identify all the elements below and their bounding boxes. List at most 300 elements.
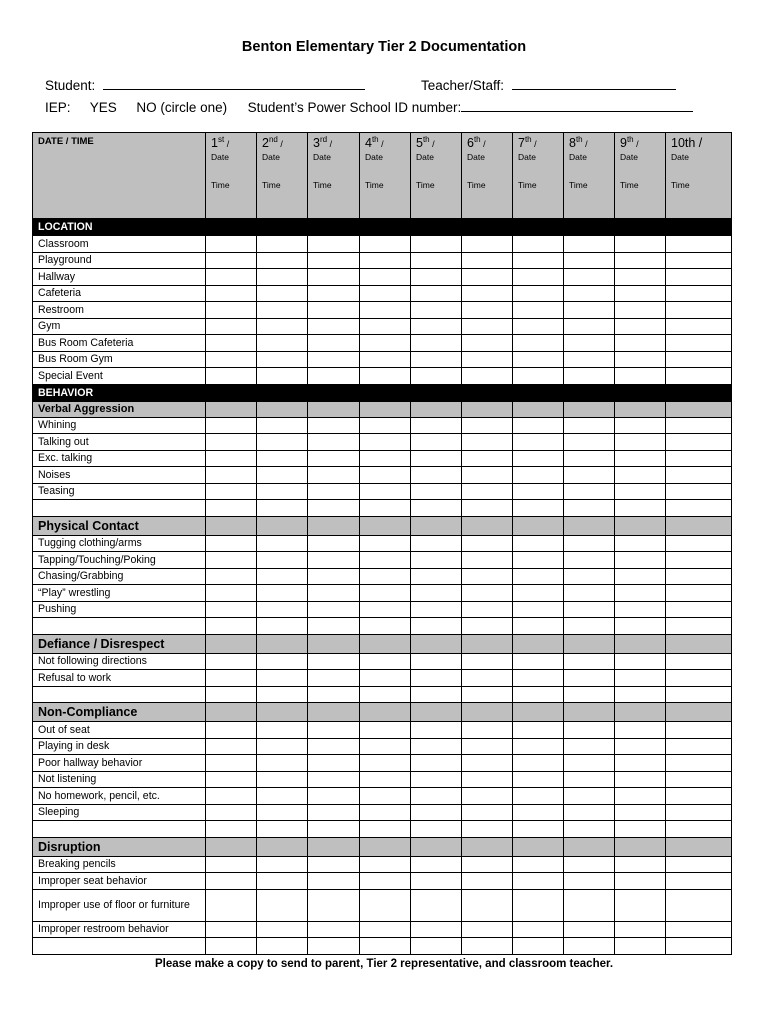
tally-cell[interactable]: [360, 722, 411, 739]
tally-cell[interactable]: [411, 269, 462, 286]
tally-cell[interactable]: [257, 771, 308, 788]
tally-cell[interactable]: [564, 585, 615, 602]
tally-cell[interactable]: [206, 585, 257, 602]
tally-cell[interactable]: [564, 821, 615, 838]
tally-cell[interactable]: [615, 552, 666, 569]
tally-cell[interactable]: [666, 755, 732, 772]
tally-cell[interactable]: [615, 368, 666, 385]
tally-cell[interactable]: [206, 318, 257, 335]
tally-cell[interactable]: [308, 738, 360, 755]
tally-cell[interactable]: [308, 938, 360, 955]
tally-cell[interactable]: [666, 722, 732, 739]
tally-cell[interactable]: [257, 302, 308, 319]
tally-cell[interactable]: [513, 285, 564, 302]
tally-cell[interactable]: [462, 889, 513, 921]
tally-cell[interactable]: [257, 634, 308, 653]
tally-cell[interactable]: [666, 703, 732, 722]
tally-cell[interactable]: [411, 351, 462, 368]
tally-cell[interactable]: [206, 552, 257, 569]
tally-cell[interactable]: [564, 318, 615, 335]
tally-cell[interactable]: [462, 856, 513, 873]
tally-cell[interactable]: [257, 285, 308, 302]
tally-cell[interactable]: [308, 335, 360, 352]
tally-cell[interactable]: [666, 516, 732, 535]
tally-cell[interactable]: [257, 269, 308, 286]
tally-cell[interactable]: [462, 634, 513, 653]
tally-cell[interactable]: [308, 771, 360, 788]
tally-cell[interactable]: [615, 568, 666, 585]
tally-cell[interactable]: [564, 670, 615, 687]
tally-cell[interactable]: [257, 417, 308, 434]
tally-cell[interactable]: [308, 516, 360, 535]
tally-cell[interactable]: [615, 653, 666, 670]
tally-cell[interactable]: [411, 236, 462, 253]
tally-cell[interactable]: [564, 500, 615, 517]
tally-cell[interactable]: [257, 236, 308, 253]
tally-cell[interactable]: [513, 653, 564, 670]
tally-cell[interactable]: [513, 585, 564, 602]
tally-cell[interactable]: [206, 516, 257, 535]
tally-cell[interactable]: [615, 771, 666, 788]
tally-cell[interactable]: [564, 686, 615, 703]
tally-cell[interactable]: [513, 236, 564, 253]
tally-cell[interactable]: [206, 535, 257, 552]
tally-cell[interactable]: [257, 552, 308, 569]
tally-cell[interactable]: [666, 552, 732, 569]
tally-cell[interactable]: [308, 703, 360, 722]
tally-cell[interactable]: [257, 500, 308, 517]
tally-cell[interactable]: [666, 417, 732, 434]
tally-cell[interactable]: [564, 703, 615, 722]
tally-cell[interactable]: [206, 368, 257, 385]
tally-cell[interactable]: [360, 335, 411, 352]
tally-cell[interactable]: [564, 738, 615, 755]
tally-cell[interactable]: [564, 269, 615, 286]
tally-cell[interactable]: [206, 938, 257, 955]
tally-cell[interactable]: [564, 921, 615, 938]
tally-cell[interactable]: [513, 318, 564, 335]
tally-cell[interactable]: [308, 535, 360, 552]
tally-cell[interactable]: [411, 368, 462, 385]
tally-cell[interactable]: [308, 821, 360, 838]
tally-cell[interactable]: [360, 873, 411, 890]
tally-cell[interactable]: [462, 483, 513, 500]
tally-cell[interactable]: [257, 722, 308, 739]
tally-cell[interactable]: [257, 703, 308, 722]
tally-cell[interactable]: [308, 368, 360, 385]
tally-cell[interactable]: [308, 351, 360, 368]
tally-cell[interactable]: [257, 837, 308, 856]
tally-cell[interactable]: [513, 368, 564, 385]
tally-cell[interactable]: [513, 670, 564, 687]
tally-cell[interactable]: [308, 921, 360, 938]
tally-cell[interactable]: [513, 873, 564, 890]
tally-cell[interactable]: [615, 821, 666, 838]
tally-cell[interactable]: [360, 535, 411, 552]
tally-cell[interactable]: [462, 318, 513, 335]
tally-cell[interactable]: [564, 634, 615, 653]
tally-cell[interactable]: [615, 585, 666, 602]
tally-cell[interactable]: [615, 285, 666, 302]
tally-cell[interactable]: [411, 634, 462, 653]
tally-cell[interactable]: [666, 856, 732, 873]
tally-cell[interactable]: [513, 516, 564, 535]
tally-cell[interactable]: [564, 467, 615, 484]
tally-cell[interactable]: [462, 821, 513, 838]
tally-cell[interactable]: [666, 500, 732, 517]
tally-cell[interactable]: [360, 483, 411, 500]
tally-cell[interactable]: [308, 856, 360, 873]
tally-cell[interactable]: [615, 722, 666, 739]
tally-cell[interactable]: [257, 686, 308, 703]
tally-cell[interactable]: [360, 417, 411, 434]
tally-cell[interactable]: [257, 318, 308, 335]
tally-cell[interactable]: [462, 500, 513, 517]
tally-cell[interactable]: [666, 837, 732, 856]
tally-cell[interactable]: [615, 837, 666, 856]
tally-cell[interactable]: [360, 755, 411, 772]
tally-cell[interactable]: [564, 552, 615, 569]
tally-cell[interactable]: [513, 686, 564, 703]
tally-cell[interactable]: [513, 450, 564, 467]
tally-cell[interactable]: [462, 703, 513, 722]
tally-cell[interactable]: [411, 535, 462, 552]
tally-cell[interactable]: [206, 921, 257, 938]
tally-cell[interactable]: [206, 670, 257, 687]
tally-cell[interactable]: [411, 738, 462, 755]
tally-cell[interactable]: [411, 686, 462, 703]
tally-cell[interactable]: [462, 938, 513, 955]
tally-cell[interactable]: [411, 873, 462, 890]
tally-cell[interactable]: [462, 236, 513, 253]
tally-cell[interactable]: [564, 535, 615, 552]
tally-cell[interactable]: [206, 755, 257, 772]
tally-cell[interactable]: [411, 568, 462, 585]
tally-cell[interactable]: [564, 368, 615, 385]
tally-cell[interactable]: [462, 535, 513, 552]
tally-cell[interactable]: [513, 921, 564, 938]
tally-cell[interactable]: [257, 450, 308, 467]
tally-cell[interactable]: [360, 788, 411, 805]
tally-cell[interactable]: [615, 804, 666, 821]
tally-cell[interactable]: [513, 535, 564, 552]
tally-cell[interactable]: [257, 368, 308, 385]
tally-cell[interactable]: [360, 516, 411, 535]
tally-cell[interactable]: [308, 601, 360, 618]
tally-cell[interactable]: [308, 722, 360, 739]
tally-cell[interactable]: [513, 938, 564, 955]
tally-cell[interactable]: [564, 483, 615, 500]
tally-cell[interactable]: [462, 269, 513, 286]
tally-cell[interactable]: [666, 788, 732, 805]
tally-cell[interactable]: [308, 653, 360, 670]
tally-cell[interactable]: [462, 686, 513, 703]
tally-cell[interactable]: [257, 938, 308, 955]
tally-cell[interactable]: [462, 618, 513, 635]
tally-cell[interactable]: [513, 351, 564, 368]
tally-cell[interactable]: [564, 618, 615, 635]
tally-cell[interactable]: [513, 722, 564, 739]
tally-cell[interactable]: [411, 856, 462, 873]
tally-cell[interactable]: [206, 634, 257, 653]
tally-cell[interactable]: [206, 653, 257, 670]
tally-cell[interactable]: [462, 670, 513, 687]
tally-cell[interactable]: [206, 837, 257, 856]
tally-cell[interactable]: [615, 856, 666, 873]
tally-cell[interactable]: [666, 236, 732, 253]
tally-cell[interactable]: [462, 837, 513, 856]
tally-cell[interactable]: [462, 302, 513, 319]
tally-cell[interactable]: [411, 837, 462, 856]
tally-cell[interactable]: [308, 483, 360, 500]
tally-cell[interactable]: [666, 568, 732, 585]
tally-cell[interactable]: [206, 856, 257, 873]
tally-cell[interactable]: [462, 351, 513, 368]
tally-cell[interactable]: [615, 318, 666, 335]
tally-cell[interactable]: [360, 318, 411, 335]
tally-cell[interactable]: [462, 601, 513, 618]
tally-cell[interactable]: [411, 335, 462, 352]
tally-cell[interactable]: [411, 703, 462, 722]
tally-cell[interactable]: [257, 618, 308, 635]
tally-cell[interactable]: [308, 467, 360, 484]
tally-cell[interactable]: [257, 921, 308, 938]
tally-cell[interactable]: [411, 483, 462, 500]
tally-cell[interactable]: [513, 335, 564, 352]
teacher-field[interactable]: [512, 76, 676, 90]
tally-cell[interactable]: [615, 351, 666, 368]
tally-cell[interactable]: [206, 738, 257, 755]
tally-cell[interactable]: [513, 500, 564, 517]
tally-cell[interactable]: [513, 568, 564, 585]
tally-cell[interactable]: [564, 252, 615, 269]
tally-cell[interactable]: [564, 516, 615, 535]
tally-cell[interactable]: [462, 434, 513, 451]
tally-cell[interactable]: [308, 755, 360, 772]
tally-cell[interactable]: [462, 252, 513, 269]
tally-cell[interactable]: [462, 467, 513, 484]
tally-cell[interactable]: [308, 837, 360, 856]
tally-cell[interactable]: [513, 552, 564, 569]
tally-cell[interactable]: [206, 434, 257, 451]
tally-cell[interactable]: [666, 335, 732, 352]
tally-cell[interactable]: [513, 804, 564, 821]
tally-cell[interactable]: [615, 889, 666, 921]
tally-cell[interactable]: [360, 921, 411, 938]
tally-cell[interactable]: [666, 434, 732, 451]
tally-cell[interactable]: [615, 516, 666, 535]
tally-cell[interactable]: [615, 601, 666, 618]
tally-cell[interactable]: [666, 585, 732, 602]
tally-cell[interactable]: [360, 269, 411, 286]
tally-cell[interactable]: [462, 450, 513, 467]
tally-cell[interactable]: [615, 634, 666, 653]
tally-cell[interactable]: [411, 552, 462, 569]
tally-cell[interactable]: [615, 670, 666, 687]
tally-cell[interactable]: [513, 856, 564, 873]
tally-cell[interactable]: [206, 889, 257, 921]
tally-cell[interactable]: [615, 755, 666, 772]
tally-cell[interactable]: [308, 236, 360, 253]
tally-cell[interactable]: [615, 335, 666, 352]
tally-cell[interactable]: [615, 788, 666, 805]
tally-cell[interactable]: [308, 450, 360, 467]
tally-cell[interactable]: [513, 401, 564, 417]
tally-cell[interactable]: [257, 401, 308, 417]
tally-cell[interactable]: [206, 467, 257, 484]
tally-cell[interactable]: [308, 269, 360, 286]
tally-cell[interactable]: [666, 285, 732, 302]
tally-cell[interactable]: [666, 804, 732, 821]
tally-cell[interactable]: [411, 722, 462, 739]
tally-cell[interactable]: [615, 302, 666, 319]
tally-cell[interactable]: [206, 252, 257, 269]
tally-cell[interactable]: [206, 236, 257, 253]
tally-cell[interactable]: [206, 269, 257, 286]
tally-cell[interactable]: [615, 703, 666, 722]
tally-cell[interactable]: [462, 771, 513, 788]
tally-cell[interactable]: [666, 302, 732, 319]
tally-cell[interactable]: [666, 368, 732, 385]
iep-yes-option[interactable]: YES: [89, 100, 117, 115]
tally-cell[interactable]: [666, 634, 732, 653]
tally-cell[interactable]: [206, 335, 257, 352]
tally-cell[interactable]: [308, 670, 360, 687]
tally-cell[interactable]: [411, 670, 462, 687]
tally-cell[interactable]: [308, 889, 360, 921]
tally-cell[interactable]: [411, 585, 462, 602]
tally-cell[interactable]: [308, 417, 360, 434]
tally-cell[interactable]: [206, 483, 257, 500]
tally-cell[interactable]: [615, 483, 666, 500]
tally-cell[interactable]: [564, 601, 615, 618]
tally-cell[interactable]: [666, 269, 732, 286]
tally-cell[interactable]: [564, 417, 615, 434]
tally-cell[interactable]: [615, 500, 666, 517]
tally-cell[interactable]: [257, 335, 308, 352]
tally-cell[interactable]: [360, 670, 411, 687]
tally-cell[interactable]: [666, 938, 732, 955]
tally-cell[interactable]: [206, 821, 257, 838]
tally-cell[interactable]: [513, 601, 564, 618]
tally-cell[interactable]: [564, 837, 615, 856]
tally-cell[interactable]: [666, 873, 732, 890]
tally-cell[interactable]: [615, 467, 666, 484]
tally-cell[interactable]: [360, 450, 411, 467]
tally-cell[interactable]: [564, 434, 615, 451]
tally-cell[interactable]: [411, 821, 462, 838]
tally-cell[interactable]: [411, 450, 462, 467]
tally-cell[interactable]: [206, 568, 257, 585]
tally-cell[interactable]: [308, 804, 360, 821]
tally-cell[interactable]: [360, 285, 411, 302]
tally-cell[interactable]: [666, 670, 732, 687]
tally-cell[interactable]: [564, 450, 615, 467]
tally-cell[interactable]: [513, 618, 564, 635]
tally-cell[interactable]: [360, 703, 411, 722]
tally-cell[interactable]: [411, 318, 462, 335]
tally-cell[interactable]: [411, 618, 462, 635]
tally-cell[interactable]: [360, 351, 411, 368]
tally-cell[interactable]: [360, 552, 411, 569]
tally-cell[interactable]: [206, 618, 257, 635]
tally-cell[interactable]: [513, 434, 564, 451]
tally-cell[interactable]: [206, 351, 257, 368]
tally-cell[interactable]: [615, 252, 666, 269]
tally-cell[interactable]: [360, 686, 411, 703]
tally-cell[interactable]: [564, 938, 615, 955]
tally-cell[interactable]: [257, 821, 308, 838]
tally-cell[interactable]: [666, 483, 732, 500]
tally-cell[interactable]: [564, 236, 615, 253]
tally-cell[interactable]: [360, 601, 411, 618]
tally-cell[interactable]: [411, 252, 462, 269]
tally-cell[interactable]: [411, 434, 462, 451]
tally-cell[interactable]: [411, 804, 462, 821]
tally-cell[interactable]: [513, 634, 564, 653]
tally-cell[interactable]: [257, 585, 308, 602]
powerschool-id-field[interactable]: [461, 98, 693, 112]
tally-cell[interactable]: [462, 585, 513, 602]
tally-cell[interactable]: [666, 351, 732, 368]
tally-cell[interactable]: [564, 889, 615, 921]
tally-cell[interactable]: [257, 535, 308, 552]
tally-cell[interactable]: [462, 738, 513, 755]
tally-cell[interactable]: [564, 401, 615, 417]
tally-cell[interactable]: [564, 755, 615, 772]
tally-cell[interactable]: [564, 788, 615, 805]
tally-cell[interactable]: [257, 483, 308, 500]
tally-cell[interactable]: [206, 722, 257, 739]
tally-cell[interactable]: [411, 653, 462, 670]
tally-cell[interactable]: [513, 417, 564, 434]
tally-cell[interactable]: [462, 516, 513, 535]
tally-cell[interactable]: [615, 938, 666, 955]
tally-cell[interactable]: [615, 738, 666, 755]
tally-cell[interactable]: [257, 755, 308, 772]
tally-cell[interactable]: [308, 568, 360, 585]
tally-cell[interactable]: [615, 269, 666, 286]
tally-cell[interactable]: [360, 837, 411, 856]
tally-cell[interactable]: [411, 601, 462, 618]
tally-cell[interactable]: [308, 618, 360, 635]
tally-cell[interactable]: [257, 653, 308, 670]
tally-cell[interactable]: [360, 771, 411, 788]
tally-cell[interactable]: [360, 856, 411, 873]
tally-cell[interactable]: [462, 873, 513, 890]
tally-cell[interactable]: [513, 738, 564, 755]
tally-cell[interactable]: [411, 500, 462, 517]
tally-cell[interactable]: [513, 837, 564, 856]
tally-cell[interactable]: [308, 252, 360, 269]
tally-cell[interactable]: [462, 568, 513, 585]
tally-cell[interactable]: [360, 434, 411, 451]
tally-cell[interactable]: [666, 601, 732, 618]
tally-cell[interactable]: [257, 738, 308, 755]
tally-cell[interactable]: [257, 856, 308, 873]
tally-cell[interactable]: [513, 771, 564, 788]
tally-cell[interactable]: [462, 755, 513, 772]
tally-cell[interactable]: [308, 634, 360, 653]
tally-cell[interactable]: [411, 467, 462, 484]
tally-cell[interactable]: [462, 552, 513, 569]
tally-cell[interactable]: [666, 889, 732, 921]
tally-cell[interactable]: [206, 601, 257, 618]
tally-cell[interactable]: [666, 618, 732, 635]
tally-cell[interactable]: [513, 755, 564, 772]
tally-cell[interactable]: [462, 722, 513, 739]
tally-cell[interactable]: [308, 686, 360, 703]
